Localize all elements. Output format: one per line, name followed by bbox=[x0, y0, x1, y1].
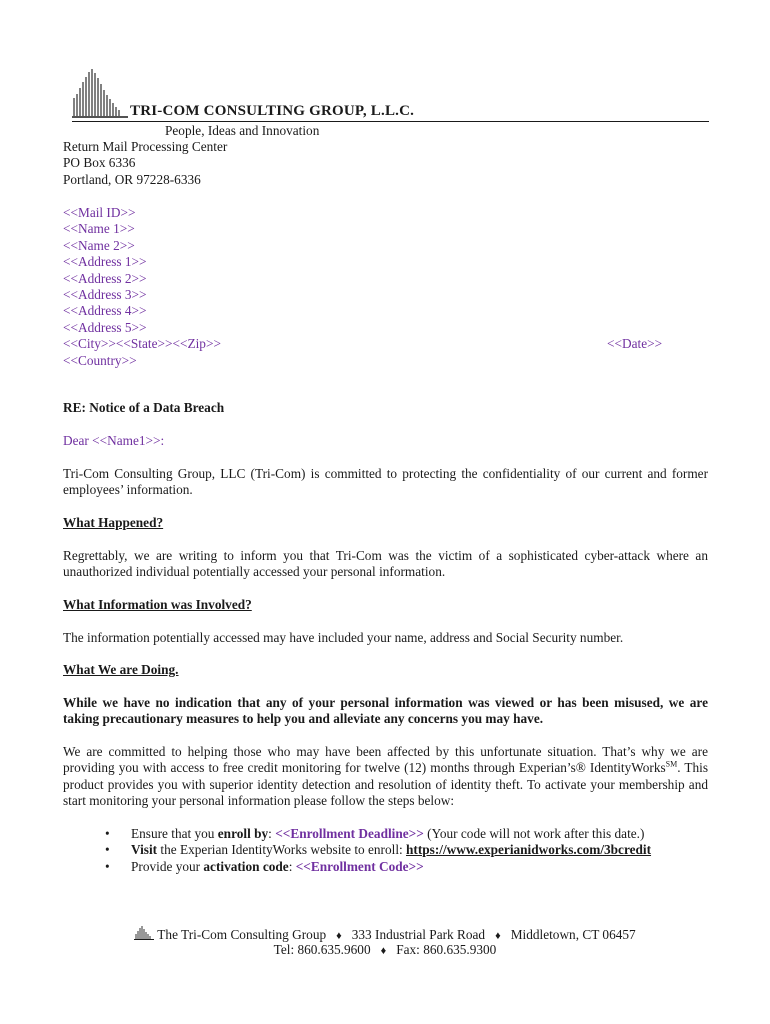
step-enroll-deadline bbox=[63, 826, 713, 842]
company-logo-icon bbox=[72, 68, 128, 118]
credit-monitoring-text: We are committed to helping those who may have been affected by this unfortunate situation. That’s why we are providing you with access to free credit monitoring for twelve (12) months through Experian’s® IdentityWorks bbox=[63, 744, 708, 776]
subject-line: RE: Notice of a Data Breach bbox=[63, 400, 225, 415]
credit-monitoring-text-continued: . This product provides you with superior identity detection and resolution of identity theft. To activate your membership and start monitoring your personal information please follow the steps below: bbox=[63, 760, 708, 809]
enrollment-deadline-field: <<Enrollment Deadline>> bbox=[275, 826, 424, 841]
return-address-line: PO Box 6336 bbox=[63, 155, 136, 171]
company-tagline: People, Ideas and Innovation bbox=[165, 123, 320, 138]
recipient-line: <<Country>> bbox=[63, 352, 137, 368]
recipient-line: <<Address 4>> bbox=[63, 303, 147, 319]
reassurance-paragraph: While we have no indication that any of your personal information was viewed or has been misused, we are taking precautionary measures to help you and alleviate any concerns you may have. bbox=[63, 695, 708, 727]
recipient-address bbox=[63, 205, 221, 369]
step-activation-code bbox=[63, 859, 713, 875]
return-address bbox=[63, 139, 227, 188]
step-text: Ensure that you bbox=[131, 826, 218, 841]
recipient-line: <<Name 2>> bbox=[63, 237, 135, 253]
header-divider bbox=[72, 121, 709, 122]
recipient-line: <<Address 1>> bbox=[63, 254, 147, 270]
service-mark: SM bbox=[665, 759, 678, 769]
recipient-line: <<Address 2>> bbox=[63, 270, 147, 286]
footer-fax: Fax: 860.635.9300 bbox=[396, 942, 497, 957]
what-we-are-doing-heading: What We are Doing. bbox=[63, 662, 179, 677]
footer-city: Middletown, CT 06457 bbox=[510, 927, 636, 942]
salutation: Dear <<Name1>>: bbox=[63, 433, 165, 448]
company-name: TRI-COM CONSULTING GROUP, L.L.C. bbox=[130, 103, 415, 119]
footer-contact bbox=[0, 942, 770, 959]
recipient-line: <<Name 1>> bbox=[63, 221, 135, 237]
what-happened-paragraph: Regrettably, we are writing to inform you that Tri-Com was the victim of a sophisticated cyber-attack where an unauthorized individual potentially accessed your personal information. bbox=[63, 548, 708, 580]
footer-phone: Tel: 860.635.9600 bbox=[273, 942, 371, 957]
return-address-line: Return Mail Processing Center bbox=[63, 139, 228, 154]
recipient-line: <<Address 5>> bbox=[63, 319, 147, 335]
footer-company: The Tri-Com Consulting Group bbox=[157, 927, 327, 942]
experian-enroll-link[interactable]: https://www.experianidworks.com/3bcredit bbox=[406, 842, 652, 858]
information-involved-paragraph: The information potentially accessed may have included your name, address and Social Security number. bbox=[63, 630, 624, 645]
recipient-line: <<Mail ID>> bbox=[63, 205, 136, 220]
step-text: Provide your bbox=[131, 858, 204, 874]
step-visit-website bbox=[63, 842, 713, 858]
step-text: the Experian IdentityWorks website to enroll: bbox=[157, 842, 407, 858]
separator-icon: ♦ bbox=[495, 930, 501, 942]
letter-date: <<Date>> bbox=[607, 336, 663, 351]
separator-icon: ♦ bbox=[380, 945, 387, 957]
enrollment-steps bbox=[63, 826, 713, 875]
step-keyword: Visit bbox=[131, 842, 158, 858]
credit-monitoring-paragraph bbox=[63, 744, 708, 810]
recipient-line: <<Address 3>> bbox=[63, 287, 147, 303]
information-involved-heading: What Information was Involved? bbox=[63, 597, 252, 612]
step-text: : bbox=[288, 858, 296, 874]
step-keyword: activation code bbox=[203, 858, 289, 874]
recipient-line: <<City>><<State>><<Zip>> bbox=[63, 336, 221, 352]
return-address-line: Portland, OR 97228-6336 bbox=[63, 171, 201, 187]
what-happened-heading: What Happened? bbox=[63, 515, 164, 530]
intro-paragraph: Tri-Com Consulting Group, LLC (Tri-Com) is committed to protecting the confidentiality of our current and former employees’ information. bbox=[63, 466, 708, 498]
footer-street: 333 Industrial Park Road bbox=[351, 927, 486, 942]
separator-icon: ♦ bbox=[336, 930, 342, 942]
step-text: : bbox=[268, 826, 276, 841]
step-text: (Your code will not work after this date.) bbox=[423, 826, 645, 841]
footer-logo-icon bbox=[134, 925, 154, 940]
activation-code-field: <<Enrollment Code>> bbox=[295, 858, 424, 874]
step-keyword: enroll by bbox=[217, 826, 269, 841]
